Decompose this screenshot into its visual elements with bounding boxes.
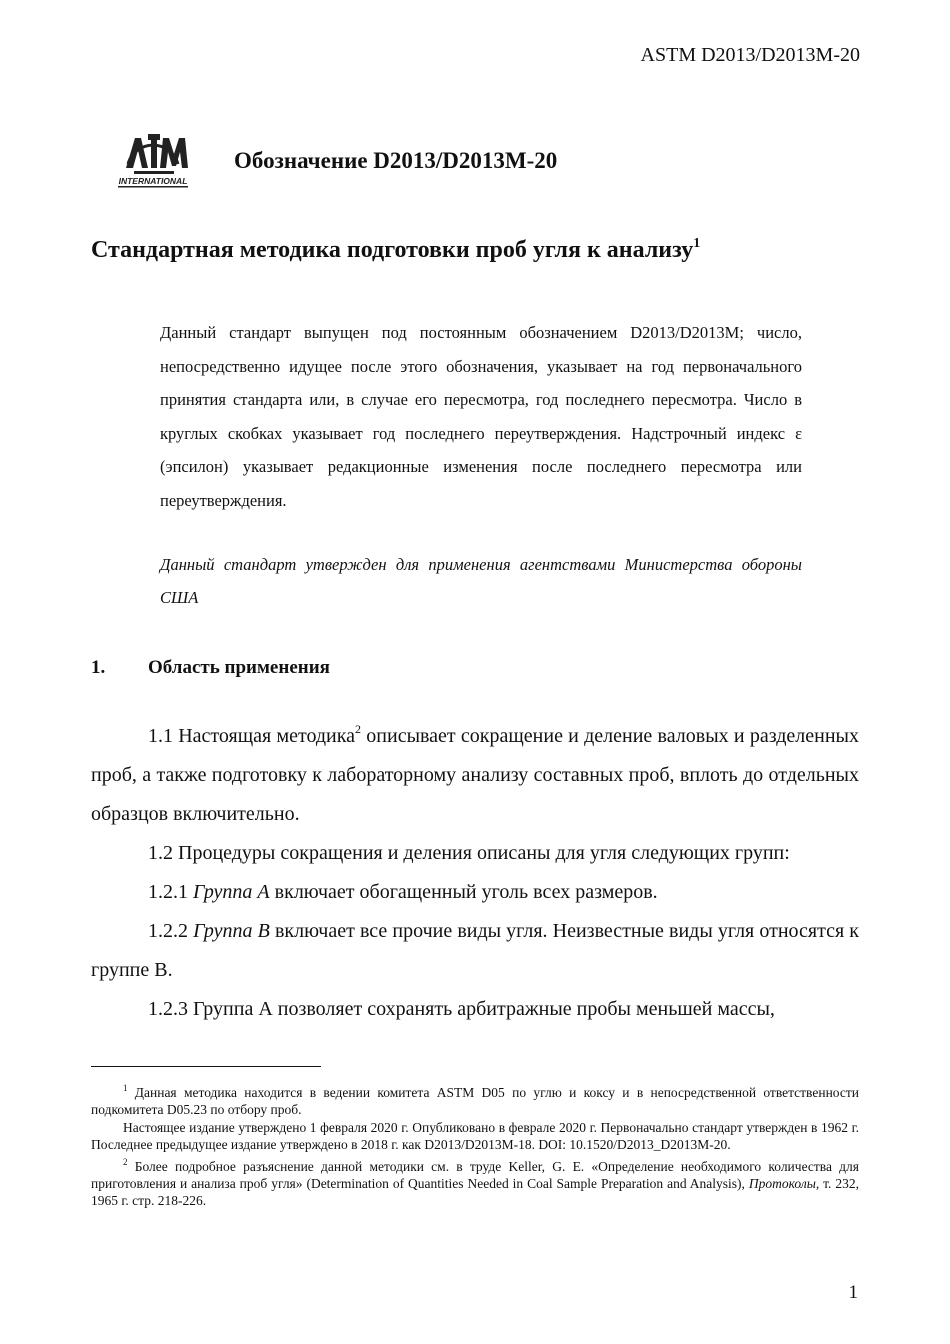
paragraph-number: 1.2.2 (148, 920, 194, 942)
designation-notice: Данный стандарт выпущен под постоянным обозначением D2013/D2013M; число, непосредственно идущее после этого обозначения, указывает на год первоначального принятия стандарта или, в случае его пересмотра, год последнего пересмотра. Число в круглых скобках указывает год последнего переутверждения. Надстрочный индекс ε (эпсилон) указывает редакционные изменения после последнего пересмотра или переутверждения. (160, 323, 802, 510)
footnote-2 (91, 1154, 859, 1210)
footnote-ref-2: 2 (355, 722, 362, 736)
title-text: Стандартная методика подготовки проб угля к анализу (91, 237, 694, 263)
title-footnote-ref: 1 (693, 236, 701, 251)
paragraph-1-1-rest: описывает сокращение и деление валовых и разделенных проб, а также подготовку к лабораторному анализу составных проб, вплоть до отдельных образцов включительно. (91, 725, 859, 825)
group-term: Группа А (193, 881, 270, 903)
astm-logo (108, 124, 198, 200)
footnotes (91, 1080, 859, 1210)
designation-heading: Обозначение D2013/D2013M-20 (234, 148, 558, 173)
paragraph-1-2: 1.2 Процедуры сокращения и деления описаны для угля следующих групп: (148, 842, 790, 864)
document-title (91, 236, 700, 264)
logo-lower-text: INTERNATIONAL (118, 176, 188, 186)
footnote-text: Данная методика находится в ведении комитета ASTM D05 по углю и коксу и в непосредственной ответственности подкомитета D05.23 по отбору проб. (91, 1085, 859, 1118)
section-body (91, 710, 859, 1029)
paragraph-1-1-start: 1.1 Настоящая методика (148, 725, 356, 747)
paragraph-1-1 (91, 710, 859, 834)
footnote-tail: т. 232, 1965 г. стр. 218-226. (91, 1176, 859, 1209)
paragraph-text: включает все прочие виды угля. Неизвестные виды угля относятся к группе В. (91, 920, 859, 981)
section-number: 1. (91, 657, 106, 678)
section-title: Область применения (148, 657, 330, 678)
footnote-1 (91, 1080, 859, 1119)
paragraph-1-2-3: 1.2.3 Группа А позволяет сохранять арбитражные пробы меньшей массы, (148, 998, 775, 1020)
footnote-separator (91, 1066, 321, 1067)
paragraph-text: включает обогащенный уголь всех размеров. (269, 881, 658, 903)
footnote-marker: 2 (123, 1156, 128, 1167)
standard-code-header: ASTM D2013/D2013M-20 (640, 44, 860, 66)
footnote-1-edition: Настоящее издание утверждено 1 февраля 2020 г. Опубликовано в феврале 2020 г. Первоначально стандарт утвержден в 1962 г. Последнее предыдущее издание утверждено в 2018 г. как D2013/D2013M-18. DOI: 10.1520/D2013_D2013M-20. (91, 1119, 859, 1153)
page-number: 1 (848, 1282, 858, 1303)
footnote-text: Более подробное разъяснение данной методики см. в труде Keller, G. E. «Определение необходимого количества для приготовления и анализа проб угля» (Determination of Quantities Needed in Coal Sample Preparation and Analysis), (91, 1158, 859, 1192)
dod-approval-notice: Данный стандарт утвержден для применения агентствами Министерства обороны США (160, 555, 802, 607)
footnote-journal: Протоколы, (748, 1176, 820, 1192)
footnote-marker: 1 (123, 1083, 128, 1093)
paragraph-1-2-2 (91, 912, 859, 990)
paragraph-number: 1.2.1 (148, 881, 193, 903)
paragraph-1-2-1 (91, 873, 859, 912)
group-term: Группа В (193, 920, 270, 942)
